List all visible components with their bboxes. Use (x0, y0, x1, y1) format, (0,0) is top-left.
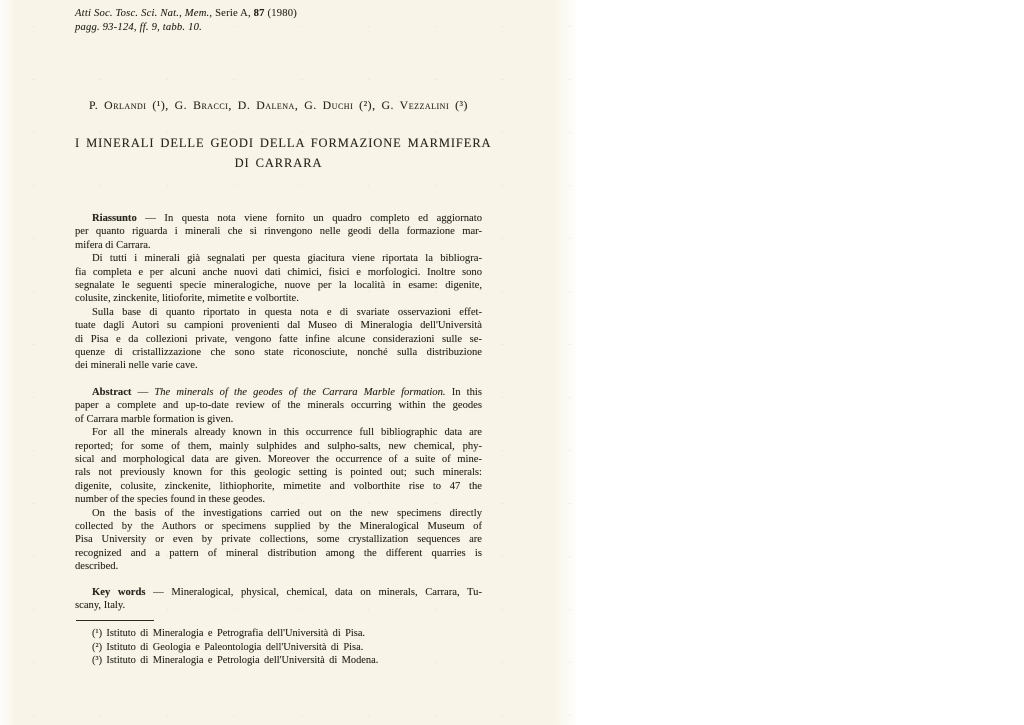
authors-line: P. Orlandi (¹), G. Bracci, D. Dalena, G. Duchi (²), G. Vezzalini (³) (89, 98, 468, 112)
riassunto-paragraph: Riassunto — In questa nota viene fornito un quadro completo ed aggiornato per quanto riguarda i minerali che si rinvengono nelle geodi della formazione mar- mifera di Carrara. (75, 213, 482, 251)
riassunto-paragraph: Sulla base di quanto riportato in questa nota e di svariate osservazioni effet- tuate dagli Autori su campioni provenienti dal Museo di Mineralogia dell'Università di Pisa e da collezioni private, vengono fatte infine alcune considerazioni sulle se- quenze di cristallizzazione che sono state riconosciute, nonché sulla distribuzione dei minerali nelle varie cave. (75, 306, 482, 372)
abstract-paragraph: Abstract — The minerals of the geodes of the Carrara Marble formation. In this paper a complete and up-to-date review of the minerals occurring within the geodes of Carrara marble formation is given. (75, 387, 482, 425)
page-content (75, 0, 492, 725)
abstract-paragraph: On the basis of the investigations carried out on the new specimens directly collected by the Authors or specimens supplied by the Mineralogical Museum of Pisa University or even by private collections, some crystallization sequences are recognized and a pattern of mineral distribution among the different quarries is described. (75, 507, 482, 573)
riassunto-paragraph: Di tutti i minerali già segnalati per questa giacitura viene riportata la bibliogra- fia completa e per alcuni anche nuovi dati chimici, fisici e morfologici. Inoltre sono segnalate le seguenti specie mineralogiche, nuove per la località in esame: digenite, colusite, zinckenite, litioforite, mimetite e volbortite. (75, 253, 482, 305)
abstract-paragraph: For all the minerals already known in this occurrence full bibliographic data are reported; for some of them, mainly sulphides and sulpho-salts, new chemical, phy- sical and morphological data are given. Moreover the occurrence of a suite of mine- rals not previously known for this geologic setting is pointed out; such minerals: digenite, colusite, zinckenite, lithiophorite, mimetite and volborthite rise to 47 the number of the species found in these geodes. (75, 427, 482, 506)
article-title-line2: DI CARRARA (234, 155, 323, 170)
scan-edge-strip (0, 0, 14, 725)
footnotes: (¹) Istituto di Mineralogia e Petrografia dell'Università di Pisa. (²) Istituto di Geologia e Paleontologia dell'Università di Pisa. (³) Istituto di Mineralogia e Petrologia dell'Università di Modena. (92, 628, 379, 667)
riassunto-section (75, 212, 482, 373)
abstract-section (75, 386, 482, 574)
article-title-line1: I MINERALI DELLE GEODI DELLA FORMAZIONE MARMIFERA (75, 136, 492, 150)
keywords-section: Key words — Mineralogical, physical, chemical, data on minerals, Carrara, Tu- scany, Italy. (75, 587, 482, 612)
article-title (75, 134, 492, 173)
footnote-divider (76, 620, 154, 621)
journal-header: Atti Soc. Tosc. Sci. Nat., Mem., Serie A, 87 (1980) pagg. 93-124, ff. 9, tabb. 10. (75, 8, 297, 33)
